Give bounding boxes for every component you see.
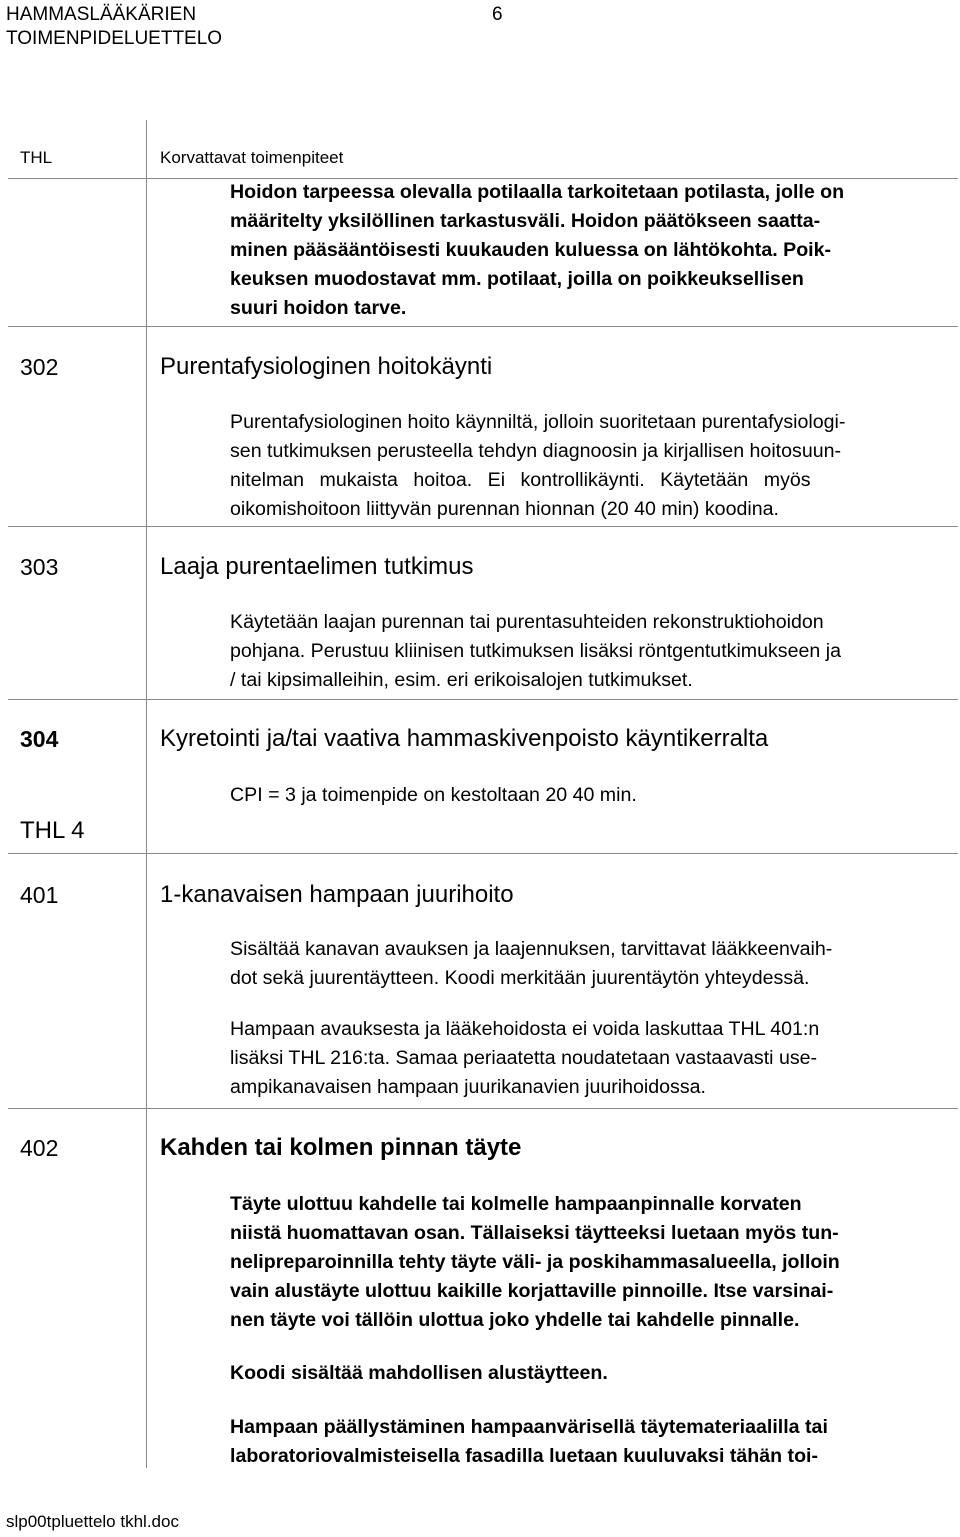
row-rule-303 bbox=[8, 526, 958, 527]
description-line: Koodi sisältää mahdollisen alustäytteen. bbox=[230, 1362, 608, 1384]
intro-line: määritelty yksilöllinen tarkastusväli. Hoidon päätökseen saatta- bbox=[230, 210, 821, 232]
description-line: vain alustäyte ulottuu kaikille korjattaville pinnoille. Itse varsinai- bbox=[230, 1280, 834, 1302]
row-rule-402 bbox=[8, 1108, 958, 1109]
description-line: Täyte ulottuu kahdelle tai kolmelle hampaanpinnalle korvaten bbox=[230, 1193, 802, 1215]
row-rule-304 bbox=[8, 699, 958, 700]
intro-line: minen pääsääntöisesti kuukauden kuluessa on lähtökohta. Poik- bbox=[230, 239, 832, 261]
procedure-description bbox=[230, 1413, 946, 1471]
procedure-code: 304 bbox=[20, 726, 59, 752]
footer-filename: slp00tpluettelo tkhl.doc bbox=[6, 1512, 179, 1531]
procedure-code: 302 bbox=[20, 354, 59, 380]
procedure-code: 303 bbox=[20, 554, 59, 580]
procedure-description bbox=[230, 1015, 946, 1102]
procedure-title: Kyretointi ja/tai vaativa hammaskivenpoisto käyntikerralta bbox=[160, 725, 769, 752]
document-title-line1: HAMMASLÄÄKÄRIEN bbox=[6, 4, 197, 25]
description-line: Sisältää kanavan avauksen ja laajennuksen, tarvittavat lääkkeenvaih- bbox=[230, 938, 833, 960]
column-header-measures: Korvattavat toimenpiteet bbox=[160, 148, 344, 167]
description-line: nelipreparoinnilla tehty täyte väli- ja poskihammasalueella, jolloin bbox=[230, 1251, 840, 1273]
column-header-thl: THL bbox=[20, 148, 53, 167]
intro-line: Hoidon tarpeessa olevalla potilaalla tarkoitetaan potilasta, jolle on bbox=[230, 181, 845, 203]
description-line: laboratoriovalmisteisella fasadilla luetaan kuuluvaksi tähän toi- bbox=[230, 1445, 819, 1467]
description-line: sen tutkimuksen perusteella tehdyn diagnoosin ja kirjallisen hoitosuun- bbox=[230, 440, 842, 462]
description-line: nitelman mukaista hoitoa. Ei kontrollikäynti. Käytetään myös bbox=[230, 469, 811, 491]
procedure-description bbox=[230, 408, 946, 524]
row-rule-401 bbox=[8, 853, 958, 854]
page-number: 6 bbox=[492, 4, 503, 25]
description-line: CPI = 3 ja toimenpide on kestoltaan 20 40 min. bbox=[230, 784, 637, 806]
row-rule-302 bbox=[8, 326, 958, 327]
intro-paragraph bbox=[230, 178, 946, 323]
description-line: pohjana. Perustuu kliinisen tutkimuksen lisäksi röntgentutkimukseen ja bbox=[230, 640, 841, 662]
procedure-description bbox=[230, 781, 946, 810]
description-line: ampikanavaisen hampaan juurikanavien juurihoidossa. bbox=[230, 1076, 706, 1098]
description-line: Hampaan avauksesta ja lääkehoidosta ei voida laskuttaa THL 401:n bbox=[230, 1018, 820, 1040]
description-line: Hampaan päällystäminen hampaanvärisellä täytemateriaalilla tai bbox=[230, 1416, 828, 1438]
description-line: nen täyte voi tällöin ulottua joko yhdelle tai kahdelle pinnalle. bbox=[230, 1309, 800, 1331]
procedure-title: 1-kanavaisen hampaan juurihoito bbox=[160, 881, 514, 908]
description-line: oikomishoitoon liittyvän purennan hionnan (20 40 min) koodina. bbox=[230, 498, 779, 520]
intro-line: suuri hoidon tarve. bbox=[230, 297, 407, 319]
section-label: THL 4 bbox=[20, 817, 85, 844]
column-divider bbox=[146, 120, 147, 1468]
description-line: dot sekä juurentäytteen. Koodi merkitään juurentäytön yhteydessä. bbox=[230, 967, 810, 989]
procedure-code: 402 bbox=[20, 1135, 59, 1161]
procedure-title: Purentafysiologinen hoitokäynti bbox=[160, 353, 493, 380]
procedure-code: 401 bbox=[20, 882, 59, 908]
description-line: Purentafysiologinen hoito käynniltä, jolloin suoritetaan purentafysiologi- bbox=[230, 411, 846, 433]
procedure-description bbox=[230, 1359, 946, 1388]
procedure-description bbox=[230, 935, 946, 993]
procedure-title: Laaja purentaelimen tutkimus bbox=[160, 553, 474, 580]
description-line: Käytetään laajan purennan tai purentasuhteiden rekonstruktiohoidon bbox=[230, 611, 824, 633]
description-line: / tai kipsimalleihin, esim. eri erikoisalojen tutkimukset. bbox=[230, 669, 693, 691]
procedure-description bbox=[230, 1190, 946, 1335]
procedure-title: Kahden tai kolmen pinnan täyte bbox=[160, 1134, 522, 1161]
intro-line: keuksen muodostavat mm. potilaat, joilla on poikkeuksellisen bbox=[230, 268, 804, 290]
document-title-line2: TOIMENPIDELUETTELO bbox=[6, 28, 223, 49]
procedure-description bbox=[230, 608, 946, 695]
description-line: lisäksi THL 216:ta. Samaa periaatetta noudatetaan vastaavasti use- bbox=[230, 1047, 818, 1069]
description-line: niistä huomattavan osan. Tällaiseksi täytteeksi luetaan myös tun- bbox=[230, 1222, 839, 1244]
